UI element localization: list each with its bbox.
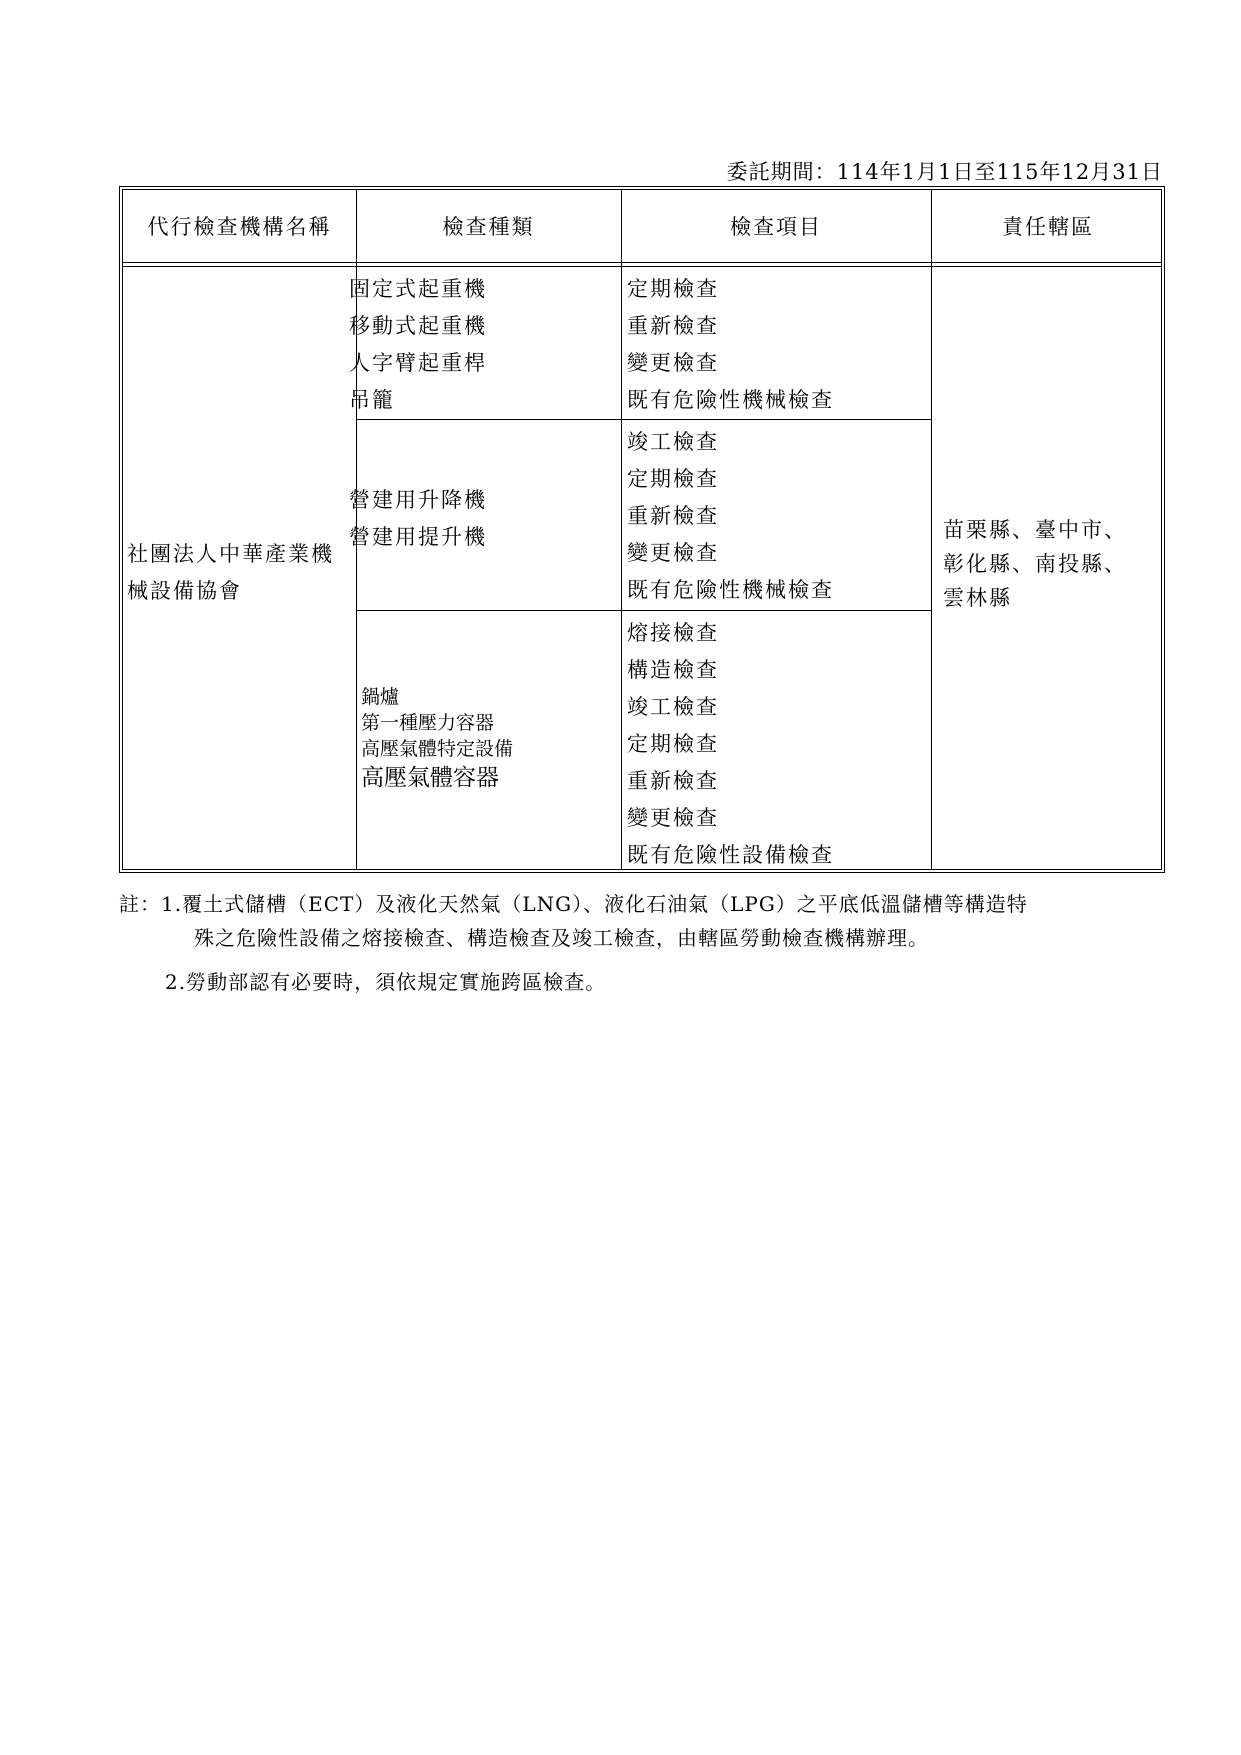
check-item: 變更檢查	[627, 541, 719, 565]
type-item: 吊籠	[349, 388, 395, 412]
check-item: 變更檢查	[627, 806, 719, 830]
header-agency: 代行檢查機構名稱	[147, 215, 332, 239]
note-1-text: 覆土式儲槽（ECT）及液化天然氣（LNG）、液化石油氣（LPG）之平底低溫儲槽等構造特	[182, 892, 1028, 916]
check-item: 熔接檢查	[627, 621, 719, 645]
group-separator-2	[356, 610, 931, 611]
group-separator-1	[356, 419, 931, 420]
check-item: 定期檢查	[627, 732, 719, 756]
group-2-items	[627, 424, 927, 609]
note-1-number: 1.	[161, 892, 183, 916]
agency-line: 社團法人中華產業機	[127, 542, 334, 566]
note-1-line-1	[119, 887, 1028, 921]
check-item: 既有危險性機械檢查	[627, 578, 834, 602]
type-item: 營建用提升機	[349, 525, 487, 549]
check-item: 定期檢查	[627, 467, 719, 491]
note-1-line-2: 殊之危險性設備之熔接檢查、構造檢查及竣工檢查，由轄區勞動檢查機構辦理。	[194, 926, 929, 950]
notes-prefix: 註：	[119, 892, 161, 916]
inspection-table	[119, 186, 1165, 873]
agency-name	[127, 536, 356, 610]
responsible-region	[943, 513, 1163, 615]
type-item: 高壓氣體容器	[361, 765, 499, 791]
check-item: 既有危險性機械檢查	[627, 388, 834, 412]
check-item: 定期檢查	[627, 277, 719, 301]
region-line: 彰化縣、南投縣、	[943, 552, 1127, 576]
header-region: 責任轄區	[1002, 215, 1094, 239]
type-item: 營建用升降機	[349, 488, 487, 512]
region-line: 雲林縣	[943, 586, 1012, 610]
type-item: 固定式起重機	[349, 277, 487, 301]
check-item: 重新檢查	[627, 504, 719, 528]
agency-line: 械設備協會	[127, 579, 242, 603]
check-item: 重新檢查	[627, 769, 719, 793]
check-item: 構造檢查	[627, 658, 719, 682]
check-item: 既有危險性設備檢查	[627, 843, 834, 867]
check-item: 竣工檢查	[627, 430, 719, 454]
group-1-items	[627, 271, 927, 419]
region-line: 苗栗縣、臺中市、	[943, 518, 1127, 542]
type-item: 高壓氣體特定設備	[361, 738, 514, 760]
check-item: 竣工檢查	[627, 695, 719, 719]
type-item: 鍋爐	[361, 686, 400, 708]
header-items: 檢查項目	[730, 215, 822, 239]
header-type: 檢查種類	[442, 215, 535, 239]
col-divider-2	[621, 190, 622, 869]
check-item: 變更檢查	[627, 351, 719, 375]
group-2-types	[349, 482, 621, 556]
col-divider-3	[931, 190, 932, 869]
note-2: 2.勞動部認有必要時，須依規定實施跨區檢查。	[165, 970, 607, 994]
type-item: 第一種壓力容器	[361, 712, 495, 734]
group-3-types	[361, 684, 619, 794]
notes	[119, 887, 1028, 999]
group-1-types	[349, 271, 621, 419]
header-separator	[123, 262, 1161, 267]
commission-period: 委託期間：114年1月1日至115年12月31日	[726, 160, 1163, 184]
type-item: 人字臂起重桿	[349, 351, 487, 375]
group-3-items	[627, 615, 927, 874]
check-item: 重新檢查	[627, 314, 719, 338]
type-item: 移動式起重機	[349, 314, 487, 338]
